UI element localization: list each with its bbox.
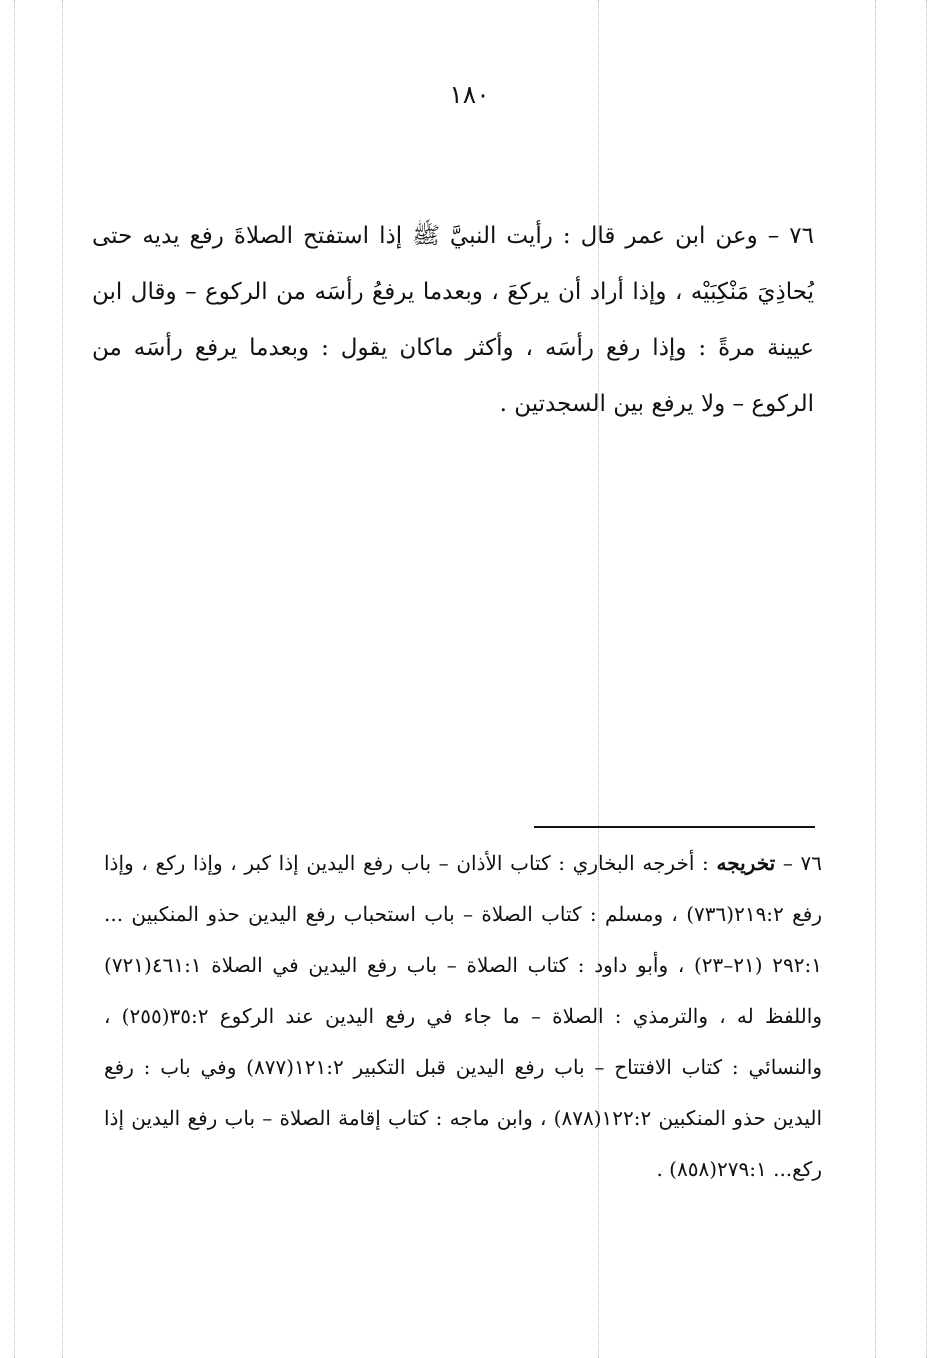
footnote-number: ٧٦ – — [775, 851, 823, 875]
footnote-label: تخريجه — [716, 851, 776, 875]
page-number: ١٨٠ — [449, 80, 490, 109]
page-guide-line — [62, 0, 63, 1358]
page-guide-line — [875, 0, 876, 1358]
footnote-separator — [534, 826, 815, 828]
hadith-text: ٧٦ – وعن ابن عمر قال : رأيت النبيَّ ﷺ إذا استفتح الصلاةَ رفع يديه حتى يُحاذِيَ مَنْكِبَيْه ، وإذا أراد أن يركعَ ، وبعدما يرفعُ رأسَه من الركوع – وقال ابن عيينة مرةً : وإذا رفع رأسَه ، وأكثر ماكان يقول : وبعدما يرفع رأسَه من الركوع – ولا يرفع بين السجدتين . — [92, 223, 814, 417]
page-guide-line — [926, 0, 927, 1358]
footnote — [104, 838, 822, 1195]
page-guide-line — [14, 0, 15, 1358]
footnote-text: : أخرجه البخاري : كتاب الأذان – باب رفع اليدين إذا كبر ، وإذا ركع ، وإذا رفع ٢١٩:٢(٧٣٦) ، ومسلم : كتاب الصلاة – باب استحباب رفع اليدين حذو المنكبين ... ٢٩٢:١ (٢١–٢٣) ، وأبو داود : كتاب الصلاة – باب رفع اليدين في الصلاة ٤٦١:١(٧٢١) واللفظ له ، والترمذي : الصلاة – ما جاء في رفع اليدين عند الركوع ٣٥:٢(٢٥٥) ، والنسائي : كتاب الافتتاح – باب رفع اليدين قبل التكبير ١٢١:٢(٨٧٧) وفي باب : رفع اليدين حذو المنكبين ١٢٢:٢(٨٧٨) ، وابن ماجه : كتاب إقامة الصلاة – باب رفع اليدين إذا ركع... ٢٧٩:١(٨٥٨) . — [104, 851, 823, 1181]
